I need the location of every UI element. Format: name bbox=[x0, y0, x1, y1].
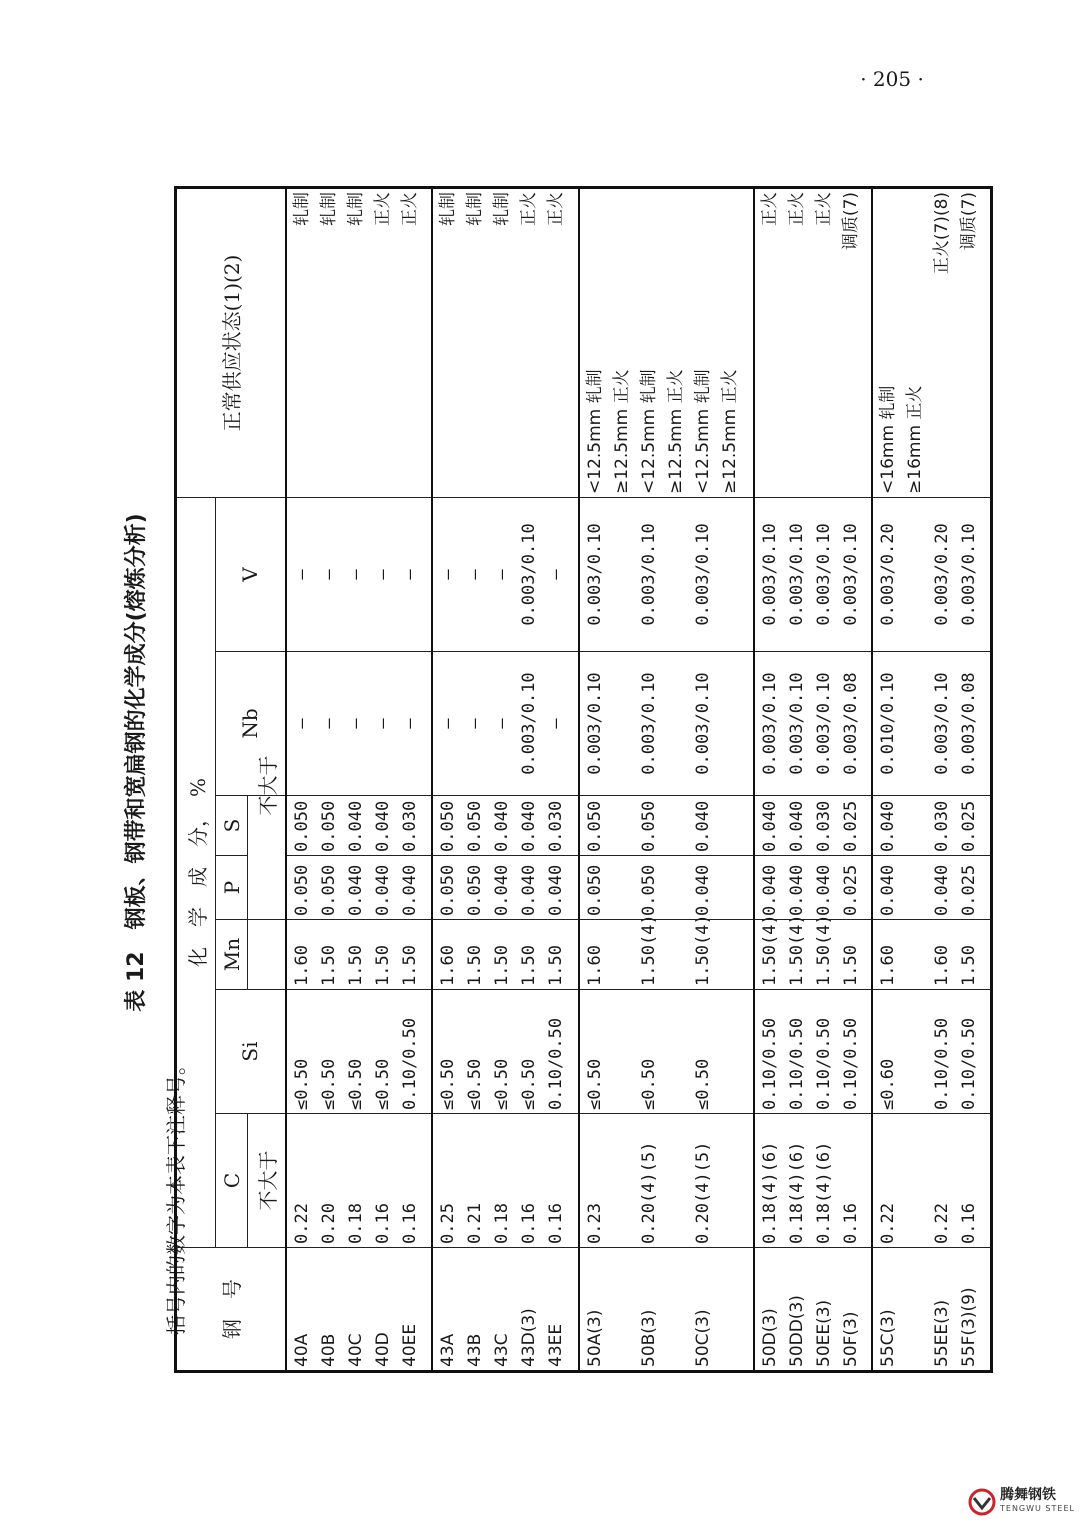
s-value bbox=[609, 799, 636, 852]
p-value: 0.050 bbox=[438, 864, 459, 916]
c-value bbox=[902, 1117, 929, 1244]
header-c-not-greater: 不大于 bbox=[248, 1114, 286, 1248]
grade-value bbox=[902, 1251, 929, 1367]
supply-state-value: 正火 bbox=[372, 191, 393, 226]
v-value: 0.003/0.10 bbox=[759, 523, 780, 626]
supply-state-value: 轧制 bbox=[291, 191, 312, 226]
p-value: 0.050 bbox=[584, 864, 605, 916]
s-value: 0.050 bbox=[291, 800, 312, 852]
si-value: 0.10/0.50 bbox=[786, 1017, 807, 1110]
si-value: 0.10/0.50 bbox=[959, 1017, 980, 1110]
p-value: 0.025 bbox=[959, 864, 980, 916]
mn-value: 1.50 bbox=[345, 945, 366, 986]
supply-state-value: ≥16mm 正火 bbox=[905, 385, 926, 494]
c-value: 0.23 bbox=[584, 1203, 605, 1244]
nb-value bbox=[902, 655, 929, 792]
p-cell bbox=[872, 856, 991, 920]
c-value: 0.16 bbox=[546, 1203, 567, 1244]
supply-state-cell bbox=[286, 187, 433, 497]
c-value bbox=[717, 1117, 744, 1244]
nb-value: 0.003/0.10 bbox=[759, 672, 780, 775]
mn-value: 1.50 bbox=[465, 945, 486, 986]
grade-value: 50F(3) bbox=[840, 1311, 861, 1367]
s-value: 0.030 bbox=[546, 800, 567, 852]
si-value: ≤0.50 bbox=[438, 1058, 459, 1110]
nb-value: — bbox=[492, 718, 513, 729]
supply-state-value: 正火 bbox=[399, 191, 420, 226]
v-value bbox=[717, 501, 744, 648]
c-value bbox=[609, 1117, 636, 1244]
table-title: 表 12 钢板、钢带和宽扁钢的化学成分(熔炼分析) bbox=[124, 513, 149, 1012]
p-cell bbox=[286, 856, 433, 920]
supply-state-value: 轧制 bbox=[318, 191, 339, 226]
supply-state-value: 正火 bbox=[786, 191, 807, 226]
supply-state-value: 轧制 bbox=[438, 191, 459, 226]
logo-cn: 腾舞钢铁 bbox=[1000, 1487, 1056, 1503]
s-value: 0.025 bbox=[959, 800, 980, 852]
header-mn: Mn bbox=[216, 920, 248, 990]
p-value: 0.040 bbox=[692, 864, 713, 916]
c-value: 0.20 bbox=[318, 1203, 339, 1244]
mn-value: 1.60 bbox=[584, 945, 605, 986]
p-value: 0.040 bbox=[519, 864, 540, 916]
supply-state-cell bbox=[754, 187, 873, 497]
nb-cell bbox=[754, 652, 873, 796]
page-number: · 205 · bbox=[860, 67, 924, 92]
nb-value: 0.003/0.10 bbox=[692, 672, 713, 775]
si-cell bbox=[286, 990, 433, 1114]
grade-value bbox=[663, 1251, 690, 1367]
grade-value: 40D bbox=[372, 1332, 393, 1367]
p-value bbox=[902, 859, 929, 916]
v-value: — bbox=[399, 569, 420, 580]
s-value: 0.040 bbox=[345, 800, 366, 852]
si-value: ≤0.50 bbox=[318, 1058, 339, 1110]
si-cell bbox=[754, 990, 873, 1114]
s-value bbox=[717, 799, 744, 852]
nb-value bbox=[717, 655, 744, 792]
s-value: 0.050 bbox=[584, 800, 605, 852]
s-cell bbox=[579, 796, 754, 856]
p-value: 0.040 bbox=[345, 864, 366, 916]
grade-cell bbox=[872, 1248, 991, 1372]
si-value bbox=[717, 993, 744, 1110]
p-value bbox=[663, 859, 690, 916]
v-value bbox=[902, 501, 929, 648]
s-cell bbox=[432, 796, 579, 856]
v-cell bbox=[579, 497, 754, 651]
supply-state-value: 正火 bbox=[759, 191, 780, 226]
v-value: 0.003/0.10 bbox=[519, 523, 540, 626]
p-value: 0.050 bbox=[291, 864, 312, 916]
nb-value: 0.003/0.08 bbox=[959, 672, 980, 775]
si-value: ≤0.50 bbox=[492, 1058, 513, 1110]
si-value: ≤0.50 bbox=[519, 1058, 540, 1110]
mn-cell bbox=[872, 920, 991, 990]
v-value: — bbox=[438, 569, 459, 580]
mn-value: 1.60 bbox=[438, 945, 459, 986]
si-value: 0.10/0.50 bbox=[399, 1017, 420, 1110]
s-value: 0.040 bbox=[692, 800, 713, 852]
v-cell bbox=[872, 497, 991, 651]
c-value bbox=[663, 1117, 690, 1244]
grade-value: 40B bbox=[318, 1333, 339, 1367]
v-value: 0.003/0.10 bbox=[584, 523, 605, 626]
mn-value: 1.50(4) bbox=[786, 914, 807, 986]
header-c: C bbox=[216, 1114, 248, 1248]
v-cell bbox=[432, 497, 579, 651]
c-value: 0.18 bbox=[345, 1203, 366, 1244]
c-value: 0.18 bbox=[492, 1203, 513, 1244]
mn-value bbox=[663, 923, 690, 986]
nb-cell bbox=[579, 652, 754, 796]
v-value: 0.003/0.20 bbox=[932, 523, 953, 626]
s-value bbox=[663, 799, 690, 852]
c-cell bbox=[754, 1114, 873, 1248]
nb-value: — bbox=[465, 718, 486, 729]
header-v: V bbox=[216, 497, 286, 651]
si-value: ≤0.50 bbox=[372, 1058, 393, 1110]
p-value: 0.040 bbox=[399, 864, 420, 916]
s-value: 0.040 bbox=[519, 800, 540, 852]
mn-cell bbox=[432, 920, 579, 990]
c-value: 0.22 bbox=[932, 1203, 953, 1244]
si-value: ≤0.50 bbox=[584, 1058, 605, 1110]
supply-state-value: 调质(7) bbox=[959, 191, 980, 251]
si-value: ≤0.50 bbox=[465, 1058, 486, 1110]
logo-en: TENGWU STEEL bbox=[1000, 1504, 1075, 1513]
v-value: 0.003/0.10 bbox=[692, 523, 713, 626]
p-value: 0.040 bbox=[372, 864, 393, 916]
c-value: 0.25 bbox=[438, 1203, 459, 1244]
v-cell bbox=[286, 497, 433, 651]
header-nb: Nb bbox=[216, 652, 286, 796]
grade-value: 50DD(3) bbox=[786, 1295, 807, 1367]
mn-value: 1.50 bbox=[519, 945, 540, 986]
si-value bbox=[902, 993, 929, 1110]
supply-state-cell bbox=[872, 187, 991, 497]
mn-value: 1.60 bbox=[932, 945, 953, 986]
c-value: 0.16 bbox=[959, 1203, 980, 1244]
supply-state-value: 正火(7)(8) bbox=[932, 191, 953, 275]
s-cell bbox=[286, 796, 433, 856]
grade-value: 50A(3) bbox=[584, 1309, 605, 1367]
nb-value: — bbox=[372, 718, 393, 729]
mn-value: 1.50 bbox=[959, 945, 980, 986]
v-value: — bbox=[546, 569, 567, 580]
s-value: 0.040 bbox=[786, 800, 807, 852]
nb-cell bbox=[286, 652, 433, 796]
mn-cell bbox=[286, 920, 433, 990]
nb-value: 0.003/0.10 bbox=[519, 672, 540, 775]
mn-value: 1.50 bbox=[318, 945, 339, 986]
mn-value bbox=[609, 923, 636, 986]
c-value: 0.18(4)(6) bbox=[759, 1141, 780, 1244]
si-value bbox=[663, 993, 690, 1110]
c-value: 0.16 bbox=[372, 1203, 393, 1244]
brand-logo bbox=[968, 1484, 1088, 1520]
mn-cell bbox=[754, 914, 873, 990]
s-value: 0.040 bbox=[878, 800, 899, 852]
table-row bbox=[432, 187, 579, 1371]
grade-value: 43D(3) bbox=[519, 1308, 540, 1367]
s-value: 0.025 bbox=[840, 800, 861, 852]
supply-state-value: ≥12.5mm 正火 bbox=[719, 369, 740, 494]
grade-value: 50EE(3) bbox=[813, 1299, 834, 1367]
grade-value: 43C bbox=[492, 1333, 513, 1367]
v-value: — bbox=[372, 569, 393, 580]
si-value: 0.10/0.50 bbox=[932, 1017, 953, 1110]
table-row bbox=[286, 187, 433, 1371]
nb-value: 0.003/0.10 bbox=[932, 672, 953, 775]
v-value: 0.003/0.10 bbox=[786, 523, 807, 626]
grade-cell bbox=[432, 1248, 579, 1372]
header-chem: 化 学 成 分， % bbox=[176, 497, 216, 1247]
v-value: — bbox=[318, 569, 339, 580]
p-value: 0.040 bbox=[932, 864, 953, 916]
header-grade: 钢 号 bbox=[176, 1248, 286, 1372]
v-value: — bbox=[291, 569, 312, 580]
c-value: 0.22 bbox=[291, 1203, 312, 1244]
v-value: 0.003/0.10 bbox=[959, 523, 980, 626]
v-value: 0.003/0.10 bbox=[638, 523, 659, 626]
grade-value: 43B bbox=[465, 1333, 486, 1367]
supply-state-cell bbox=[579, 187, 754, 497]
si-value: 0.10/0.50 bbox=[813, 1017, 834, 1110]
chemical-composition-table bbox=[174, 186, 993, 1373]
v-value: — bbox=[465, 569, 486, 580]
c-cell bbox=[432, 1114, 579, 1248]
c-cell bbox=[872, 1114, 991, 1248]
nb-value: — bbox=[438, 718, 459, 729]
v-value: 0.003/0.10 bbox=[840, 523, 861, 626]
s-value: 0.040 bbox=[372, 800, 393, 852]
mn-value: 1.50 bbox=[492, 945, 513, 986]
s-value: 0.050 bbox=[465, 800, 486, 852]
s-value: 0.030 bbox=[813, 800, 834, 852]
supply-state-value: 正火 bbox=[519, 191, 540, 226]
nb-value: — bbox=[345, 718, 366, 729]
c-value: 0.16 bbox=[519, 1203, 540, 1244]
table-row bbox=[872, 187, 991, 1371]
nb-value: — bbox=[318, 718, 339, 729]
si-value: ≤0.60 bbox=[878, 1058, 899, 1110]
supply-state-value: ≥12.5mm 正火 bbox=[665, 369, 686, 494]
nb-cell bbox=[872, 652, 991, 796]
table-row bbox=[754, 187, 873, 1371]
nb-value bbox=[609, 655, 636, 792]
mn-cell bbox=[579, 914, 754, 990]
s-value: 0.040 bbox=[492, 800, 513, 852]
header-p: P bbox=[216, 856, 248, 920]
nb-value: 0.003/0.10 bbox=[638, 672, 659, 775]
nb-value bbox=[663, 655, 690, 792]
v-value: 0.003/0.20 bbox=[878, 523, 899, 626]
nb-value: — bbox=[399, 718, 420, 729]
si-value: ≤0.50 bbox=[692, 1058, 713, 1110]
supply-state-cell bbox=[432, 187, 579, 497]
p-value: 0.050 bbox=[318, 864, 339, 916]
v-value bbox=[609, 501, 636, 648]
mn-value: 1.50 bbox=[840, 945, 861, 986]
supply-state-value: <12.5mm 轧制 bbox=[584, 369, 605, 494]
s-value: 0.040 bbox=[759, 800, 780, 852]
v-value: 0.003/0.10 bbox=[813, 523, 834, 626]
si-value: 0.10/0.50 bbox=[546, 1017, 567, 1110]
grade-value: 50C(3) bbox=[692, 1309, 713, 1367]
mn-value: 1.50(4) bbox=[638, 914, 659, 986]
header-supply: 正常供应状态(1)(2) bbox=[176, 187, 286, 497]
s-cell bbox=[872, 796, 991, 856]
grade-value: 50D(3) bbox=[759, 1308, 780, 1367]
si-value: 0.10/0.50 bbox=[759, 1017, 780, 1110]
mn-value bbox=[902, 923, 929, 986]
v-value bbox=[663, 501, 690, 648]
grade-cell bbox=[286, 1248, 433, 1372]
supply-state-value: <16mm 轧制 bbox=[878, 385, 899, 494]
grade-value: 50B(3) bbox=[638, 1309, 659, 1367]
s-value: 0.050 bbox=[438, 800, 459, 852]
mn-value: 1.60 bbox=[878, 945, 899, 986]
p-value: 0.040 bbox=[813, 864, 834, 916]
si-value bbox=[609, 993, 636, 1110]
si-value: ≤0.50 bbox=[638, 1058, 659, 1110]
v-value: — bbox=[345, 569, 366, 580]
supply-state-value: 正火 bbox=[813, 191, 834, 226]
p-value: 0.040 bbox=[759, 864, 780, 916]
grade-value: 55EE(3) bbox=[932, 1299, 953, 1367]
mn-value: 1.50(4) bbox=[813, 914, 834, 986]
grade-value: 43A bbox=[438, 1333, 459, 1367]
p-cell bbox=[579, 856, 754, 920]
grade-value: 40C bbox=[345, 1333, 366, 1367]
nb-value: 0.010/0.10 bbox=[878, 672, 899, 775]
p-cell bbox=[754, 856, 873, 920]
s-value bbox=[902, 799, 929, 852]
c-value: 0.16 bbox=[840, 1203, 861, 1244]
p-value: 0.050 bbox=[465, 864, 486, 916]
c-cell bbox=[579, 1114, 754, 1248]
grade-value: 40EE bbox=[399, 1323, 420, 1367]
nb-cell bbox=[432, 652, 579, 796]
p-value: 0.040 bbox=[492, 864, 513, 916]
header-s: S bbox=[216, 796, 248, 856]
c-value: 0.22 bbox=[878, 1203, 899, 1244]
grade-value: 55C(3) bbox=[878, 1309, 899, 1367]
nb-value: 0.003/0.10 bbox=[786, 672, 807, 775]
grade-value: 43EE bbox=[546, 1323, 567, 1367]
p-value: 0.040 bbox=[546, 864, 567, 916]
p-value: 0.050 bbox=[638, 864, 659, 916]
mn-value: 1.60 bbox=[291, 945, 312, 986]
grade-value bbox=[717, 1251, 744, 1367]
nb-value: — bbox=[546, 718, 567, 729]
si-cell bbox=[579, 990, 754, 1114]
mn-value: 1.50(4) bbox=[692, 914, 713, 986]
grade-value: 40A bbox=[291, 1333, 312, 1367]
p-value: 0.025 bbox=[840, 864, 861, 916]
s-value: 0.030 bbox=[932, 800, 953, 852]
nb-value: 0.003/0.08 bbox=[840, 672, 861, 775]
mn-value: 1.50 bbox=[546, 945, 567, 986]
supply-state-value: 正火 bbox=[546, 191, 567, 226]
p-value bbox=[609, 859, 636, 916]
header-mn-p-s-not-greater: 不大于 bbox=[248, 652, 286, 920]
si-value: ≤0.50 bbox=[291, 1058, 312, 1110]
tengwu-logo-icon bbox=[968, 1488, 996, 1516]
supply-state-value: 轧制 bbox=[465, 191, 486, 226]
c-value: 0.18(4)(6) bbox=[786, 1141, 807, 1244]
p-cell bbox=[432, 856, 579, 920]
p-value bbox=[717, 859, 744, 916]
grade-cell bbox=[754, 1248, 873, 1372]
s-cell bbox=[754, 796, 873, 856]
supply-state-value: 轧制 bbox=[492, 191, 513, 226]
mn-value: 1.50 bbox=[372, 945, 393, 986]
s-value: 0.050 bbox=[638, 800, 659, 852]
c-value: 0.20(4)(5) bbox=[692, 1141, 713, 1244]
p-value: 0.040 bbox=[878, 864, 899, 916]
c-cell bbox=[286, 1114, 433, 1248]
mn-value: 1.50 bbox=[399, 945, 420, 986]
si-value: ≤0.50 bbox=[345, 1058, 366, 1110]
supply-state-value: <12.5mm 轧制 bbox=[638, 369, 659, 494]
c-value: 0.21 bbox=[465, 1203, 486, 1244]
nb-value: 0.003/0.10 bbox=[813, 672, 834, 775]
nb-value: 0.003/0.10 bbox=[584, 672, 605, 775]
mn-value bbox=[717, 923, 744, 986]
c-value: 0.20(4)(5) bbox=[638, 1141, 659, 1244]
p-value: 0.040 bbox=[786, 864, 807, 916]
v-value: — bbox=[492, 569, 513, 580]
table-note: 括号内的数字为本表下注释号。 bbox=[164, 1055, 188, 1335]
supply-state-value: 轧制 bbox=[345, 191, 366, 226]
header-si: Si bbox=[216, 990, 286, 1114]
supply-state-value: <12.5mm 轧制 bbox=[692, 369, 713, 494]
grade-cell bbox=[579, 1248, 754, 1372]
si-cell bbox=[872, 990, 991, 1114]
supply-state-value: 调质(7) bbox=[840, 191, 861, 251]
s-value: 0.050 bbox=[318, 800, 339, 852]
s-value: 0.030 bbox=[399, 800, 420, 852]
c-value: 0.16 bbox=[399, 1203, 420, 1244]
table-row bbox=[579, 187, 754, 1371]
si-value: 0.10/0.50 bbox=[840, 1017, 861, 1110]
si-cell bbox=[432, 990, 579, 1114]
grade-value bbox=[609, 1251, 636, 1367]
nb-value: — bbox=[291, 718, 312, 729]
c-value: 0.18(4)(6) bbox=[813, 1141, 834, 1244]
mn-value: 1.50(4) bbox=[759, 914, 780, 986]
grade-value: 55F(3)(9) bbox=[959, 1287, 980, 1367]
v-cell bbox=[754, 497, 873, 651]
supply-state-value: ≥12.5mm 正火 bbox=[611, 369, 632, 494]
